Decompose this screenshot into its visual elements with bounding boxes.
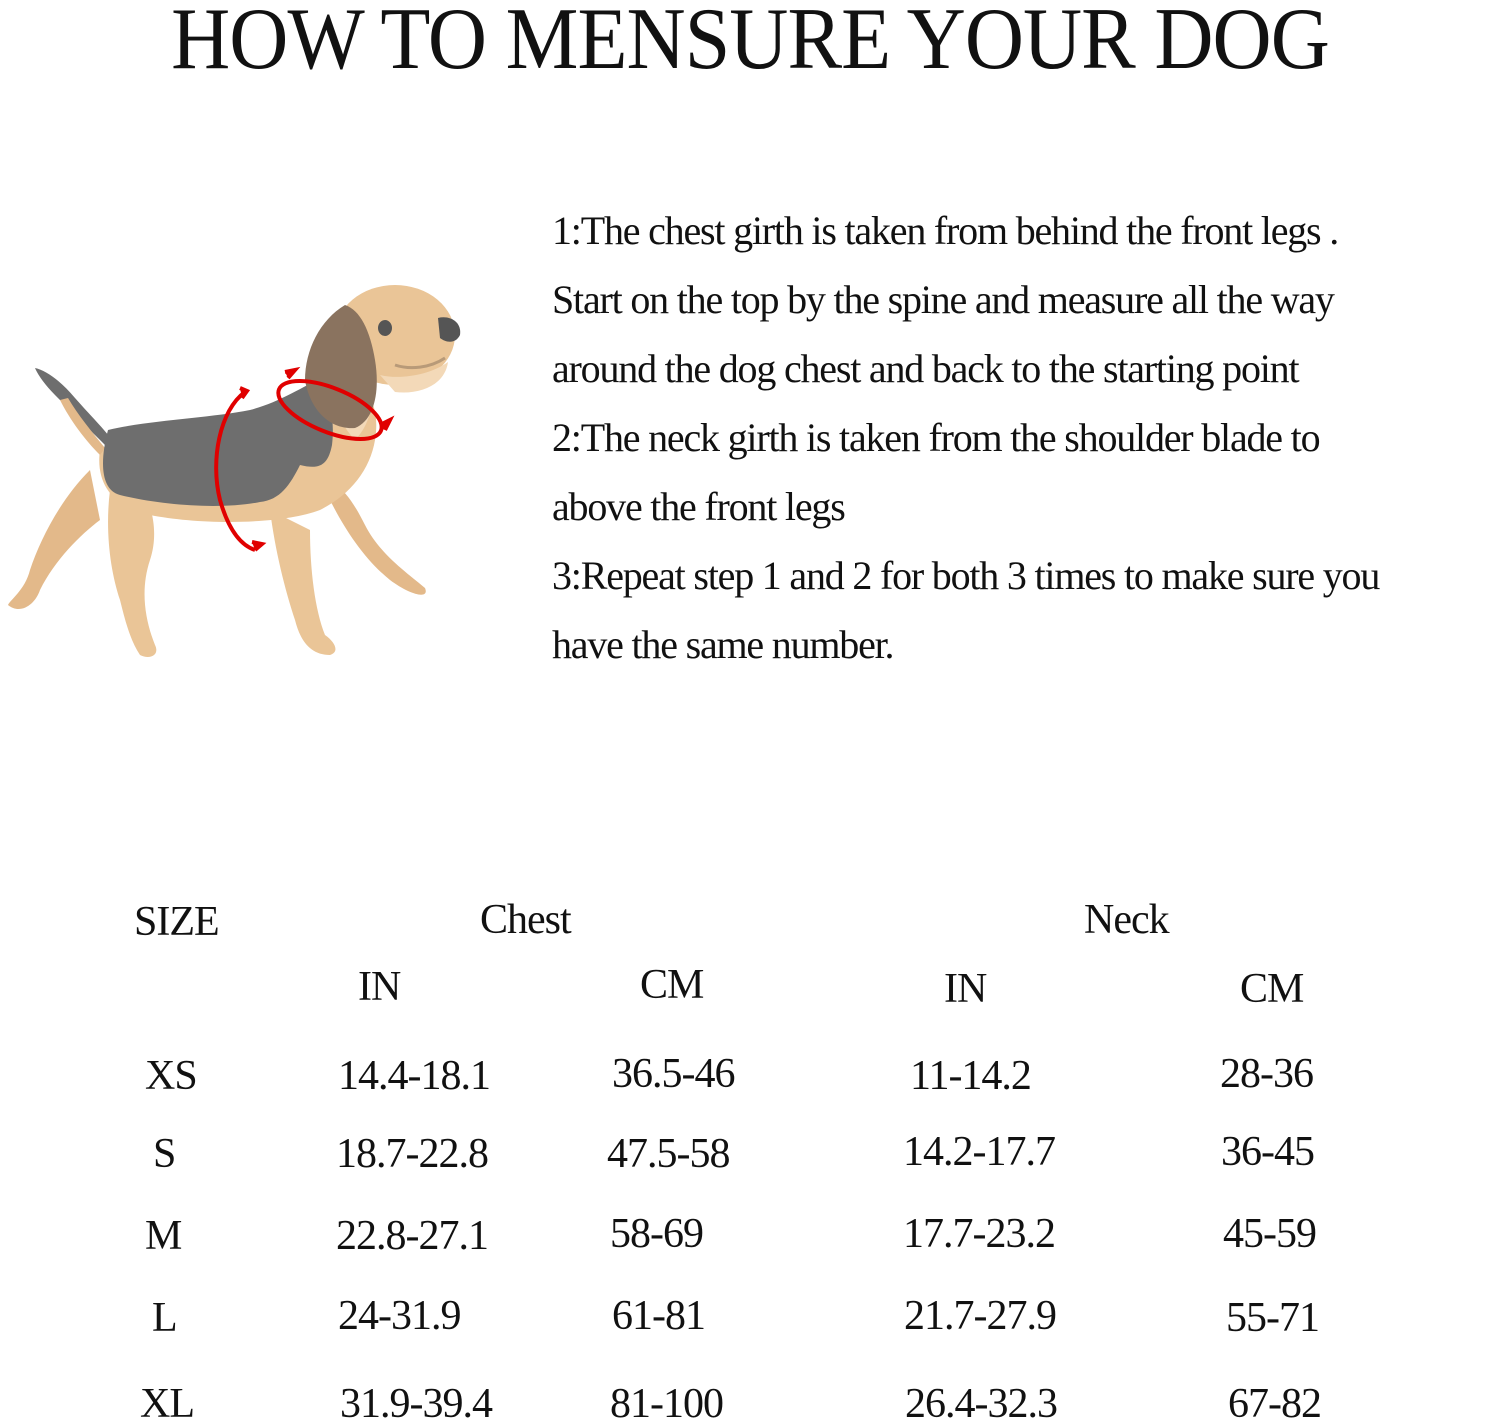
size-header: SIZE — [134, 899, 219, 945]
neck-cm-subheader: CM — [1240, 966, 1304, 1012]
table-cell-size: XL — [140, 1381, 194, 1427]
instruction-line: 1:The chest girth is taken from behind the front legs . — [552, 208, 1339, 253]
table-cell-chest-cm: 36.5-46 — [612, 1051, 735, 1097]
table-cell-chest-in: 22.8-27.1 — [336, 1213, 488, 1259]
chest-header: Chest — [480, 897, 571, 943]
table-cell-neck-cm: 67-82 — [1228, 1381, 1321, 1427]
measuring-instructions — [552, 196, 1500, 679]
neck-header: Neck — [1084, 897, 1169, 943]
table-cell-neck-cm: 45-59 — [1223, 1211, 1316, 1257]
instruction-line: above the front legs — [552, 484, 845, 529]
dog-measurement-illustration — [0, 270, 480, 670]
table-cell-neck-in: 17.7-23.2 — [903, 1211, 1055, 1257]
table-cell-chest-in: 18.7-22.8 — [336, 1131, 488, 1177]
table-cell-neck-in: 11-14.2 — [910, 1053, 1031, 1099]
table-cell-neck-cm: 55-71 — [1226, 1295, 1319, 1341]
instruction-line: have the same number. — [552, 622, 894, 667]
table-cell-neck-in: 26.4-32.3 — [905, 1381, 1057, 1427]
table-cell-chest-cm: 47.5-58 — [607, 1131, 730, 1177]
dog-icon — [8, 285, 460, 657]
table-cell-chest-cm: 58-69 — [610, 1211, 703, 1257]
instruction-line: 3:Repeat step 1 and 2 for both 3 times to make sure you — [552, 553, 1380, 598]
instruction-line: 2:The neck girth is taken from the shoulder blade to — [552, 415, 1320, 460]
neck-in-subheader: IN — [944, 966, 987, 1012]
table-cell-chest-cm: 81-100 — [610, 1381, 723, 1427]
table-cell-chest-cm: 61-81 — [612, 1293, 705, 1339]
table-cell-size: M — [145, 1213, 182, 1259]
table-cell-neck-in: 14.2-17.7 — [903, 1129, 1055, 1175]
table-cell-neck-in: 21.7-27.9 — [904, 1293, 1056, 1339]
table-cell-size: XS — [145, 1053, 197, 1099]
instruction-line: Start on the top by the spine and measure all the way — [552, 277, 1334, 322]
table-cell-size: S — [153, 1131, 176, 1177]
table-cell-chest-in: 31.9-39.4 — [340, 1381, 492, 1427]
chest-cm-subheader: CM — [640, 962, 704, 1008]
table-cell-size: L — [152, 1295, 177, 1341]
chest-in-subheader: IN — [358, 964, 401, 1010]
instruction-line: around the dog chest and back to the starting point — [552, 346, 1299, 391]
table-cell-chest-in: 14.4-18.1 — [338, 1053, 490, 1099]
table-cell-neck-cm: 36-45 — [1221, 1129, 1314, 1175]
table-cell-neck-cm: 28-36 — [1220, 1051, 1313, 1097]
page-title: HOW TO MENSURE YOUR DOG — [171, 0, 1329, 88]
table-cell-chest-in: 24-31.9 — [338, 1293, 461, 1339]
